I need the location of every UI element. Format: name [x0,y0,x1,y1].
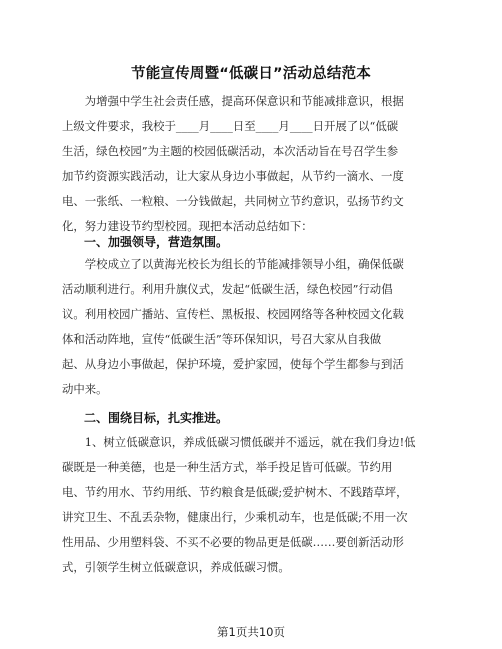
paragraph-line: 学校成立了以黄海光校长为组长的节能减排领导小组，确保低碳 [62,257,404,271]
paragraph-line: 起、从身边小事做起，保护环境，爱护家园，使每个学生都参与到活 [62,357,404,371]
paragraph-line: 电、一张纸、一粒粮、一分钱做起，共同树立节约意识，弘扬节约文 [62,194,404,208]
section2-paragraph [62,430,448,580]
section-heading: 二、围绕目标，扎实推进。 [84,411,229,425]
paragraph-line: 碳既是一种美德，也是一种生活方式，举手投足皆可低碳。节约用 [62,460,393,474]
paragraph-line: 议。利用校园广播站、宣传栏、黑板报、校园网络等各种校园文化载 [62,307,404,321]
paragraph-line: 讲究卫生、不乱丢杂物，健康出行，少乘机动车，也是低碳;不用一次 [62,510,408,524]
paragraph-line: 动中来。 [62,382,108,396]
section1-paragraph [62,252,448,402]
paragraph-line: 加节约资源实践活动，让大家从身边小事做起，从节约一滴水、一度 [62,169,404,183]
paragraph-line: 上级文件要求，我校于____月____日至____月____日开展了以“低碳 [62,119,399,133]
paragraph-line: 生活，绿色校园”为主题的校园低碳活动，本次活动旨在号召学生参 [62,144,399,158]
section-heading: 一、加强领导，营造氛围。 [84,235,229,249]
paragraph-line: 体和活动阵地，宣传“低碳生活”等环保知识，号召大家从自我做 [62,332,382,346]
paragraph-line: 电、节约用水、节约用纸、节约粮食是低碳;爱护树木、不践踏草坪， [62,485,408,499]
paragraph-line: 为增强中学生社会责任感，提高环保意识和节能减排意识，根据 [62,94,404,108]
page-number-footer: 第1页共10页 [217,625,285,639]
paragraph-line: 1、树立低碳意识，养成低碳习惯低碳并不遥远，就在我们身边!低 [62,435,416,449]
paragraph-line: 化，努力建设节约型校园。现把本活动总结如下： [62,219,313,233]
document-title: 节能宣传周暨“低碳日”活动总结范本 [131,66,371,82]
paragraph-line: 活动顺利进行。利用升旗仪式，发起“低碳生活，绿色校园”行动倡 [62,282,393,296]
intro-paragraph [62,89,448,239]
paragraph-line: 性用品、少用塑料袋、不买不必要的物品更是低碳……要创新活动形 [62,535,404,549]
paragraph-line: 式，引领学生树立低碳意识，养成低碳习惯。 [62,560,290,574]
